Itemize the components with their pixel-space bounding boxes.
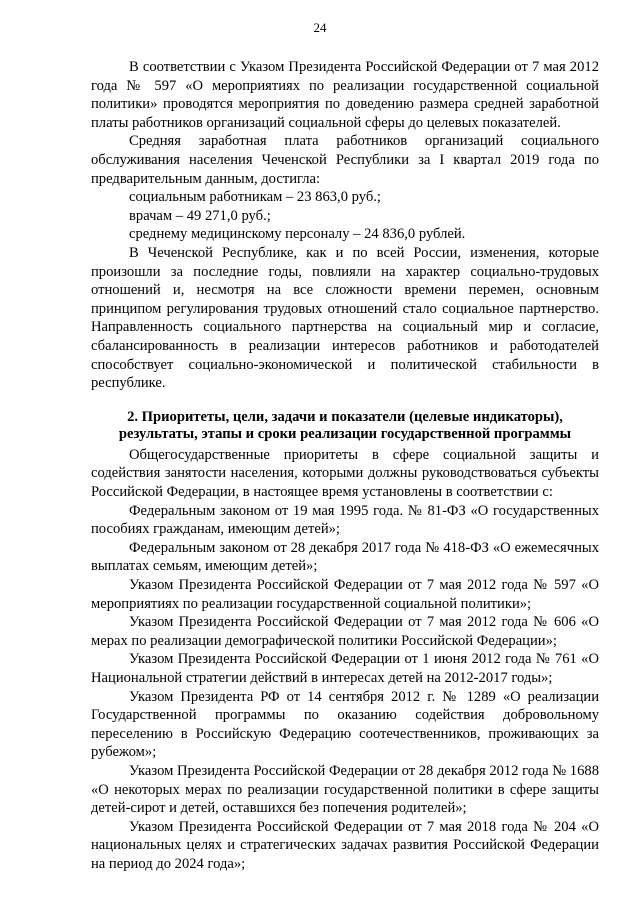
page-number: 24 (313, 20, 327, 35)
list-item: Указом Президента РФ от 14 сентября 2012 г. № 1289 «О реализации Государственной программы по оказанию содействия добровольному переселению в Российскую Федерацию соотечественников, проживающих за рубежом»; (91, 688, 599, 761)
list-item: среднему медицинскому персоналу – 24 836,0 рублей. (129, 226, 466, 243)
paragraph: В соответствии с Указом Президента Российской Федерации от 7 мая 2012 года № 597 «О мероприятиях по реализации государственной социальной политики» проводятся мероприятия по доведению размера средней заработной платы работников организаций социальной сферы до целевых показателей. (91, 59, 599, 131)
section-heading-line: 2. Приоритеты, цели, задачи и показатели (целевые индикаторы), (127, 408, 563, 425)
section-heading-line: результаты, этапы и сроки реализации государственной программы (118, 426, 572, 443)
list-item: социальным работникам – 23 863,0 руб.; (129, 189, 381, 206)
section-heading (91, 409, 599, 444)
paragraph: Общегосударственные приоритеты в сфере социальной защиты и содействия занятости населения, которыми должны руководствоваться субъекты Российской Федерации, в настоящее время установлены в соответствии с: (91, 446, 599, 501)
list-item: Указом Президента Российской Федерации от 7 мая 2012 года № 606 «О мерах по реализации демографической политики Российской Федерации»; (91, 614, 599, 649)
document-body (91, 58, 599, 874)
list-item: Указом Президента Российской Федерации от 28 декабря 2012 года № 1688 «О некоторых мерах по реализации государственной политики в сфере защиты детей-сирот и детей, оставшихся без попечения родителей»; (91, 762, 599, 817)
list-item: Указом Президента Российской Федерации от 1 июня 2012 года № 761 «О Национальной стратегии действий в интересах детей на 2012-2017 годы»; (91, 651, 599, 686)
list-item: Указом Президента Российской Федерации от 7 мая 2012 года № 597 «О мероприятиях по реализации государственной социальной политики»; (91, 577, 599, 612)
list-item: врачам – 49 271,0 руб.; (129, 207, 271, 224)
list-item: Федеральным законом от 28 декабря 2017 года № 418-ФЗ «О ежемесячных выплатах семьям, имеющим детей»; (91, 539, 599, 575)
list-item: Федеральным законом от 19 мая 1995 года. № 81-ФЗ «О государственных пособиях гражданам, имеющим детей»; (91, 502, 599, 538)
list-item: Указом Президента Российской Федерации от 7 мая 2018 года № 204 «О национальных целях и стратегических задачах развития Российской Федерации на период до 2024 года»; (91, 818, 599, 872)
paragraph: Средняя заработная плата работников организаций социального обслуживания населения Чеченской Республики за I квартал 2019 года по предварительным данным, достигла: (91, 133, 599, 187)
paragraph: В Чеченской Республике, как и по всей России, изменения, которые произошли за последние годы, повлияли на характер социально-трудовых отношений и, несмотря на все сложности времени перемен, основным принципом регулирования трудовых отношений стало социальное партнерство. Направленность социального партнерства на социальный мир и согласие, сбалансированность в реализации интересов работников и работодателей способствует социально-экономической и политической стабильности в республике. (91, 244, 599, 392)
